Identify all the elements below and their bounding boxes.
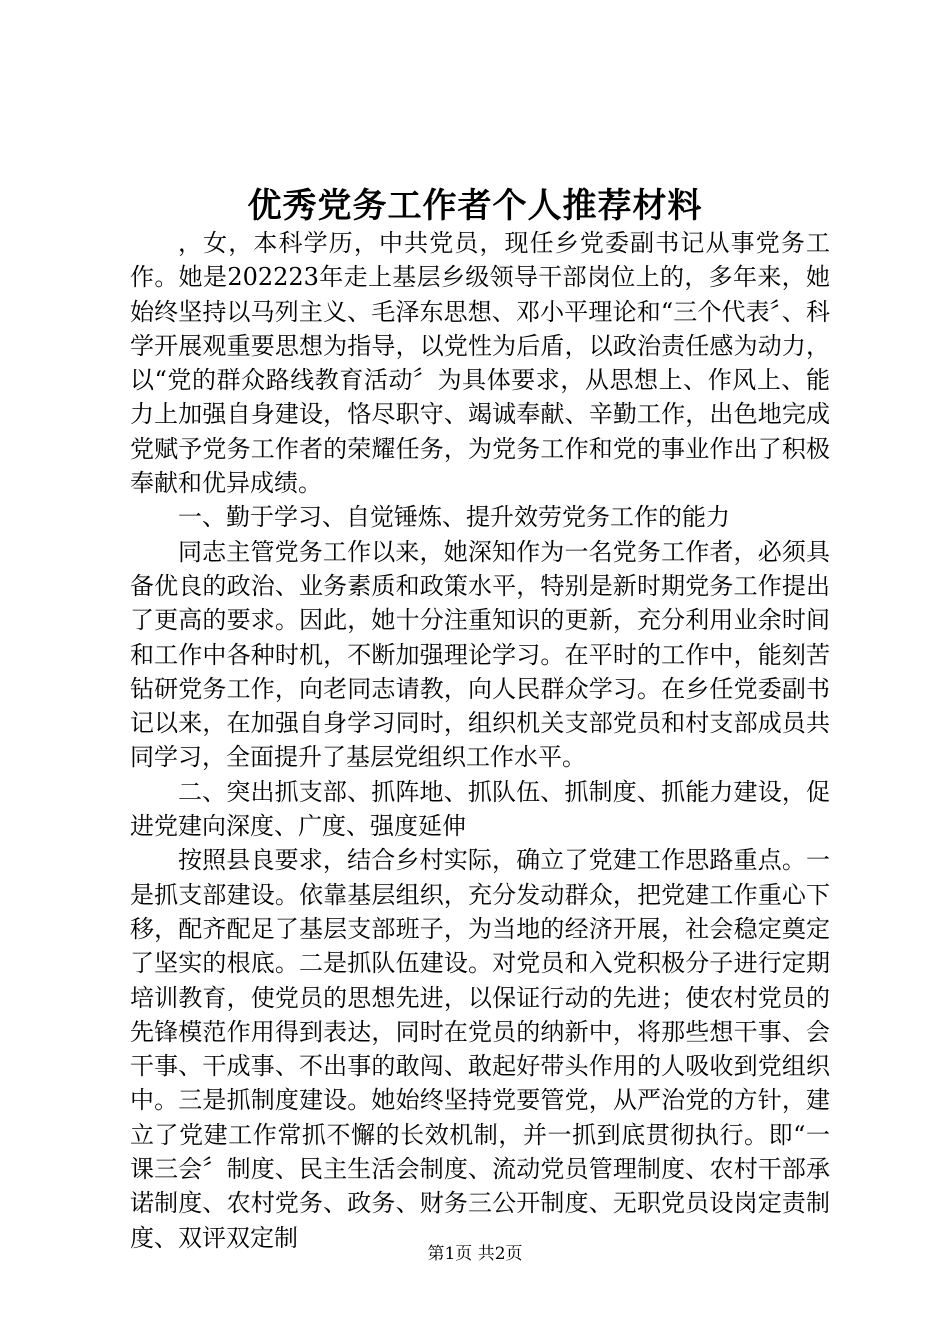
paragraph-intro: ，女，本科学历，中共党员，现任乡党委副书记从事党务工作。她是202223年走上基层乡级领导干部岗位上的，多年来，她始终坚持以马列主义、毛泽东思想、邓小平理论和“三个代表〞、科学开展观重要思想为指导，以党性为后盾，以政治责任感为动力，以“党的群众路线教育活动〞为具体要求，从思想上、作风上、能力上加强自身建设，恪尽职守、竭诚奉献、辛勤工作，出色地完成党赋予党务工作者的荣耀任务，为党务工作和党的事业作出了积极奉献和优异成绩。 xyxy=(130,229,830,498)
section-heading-2: 二、突出抓支部、抓阵地、抓队伍、抓制度、抓能力建设，促进党建向深度、广度、强度延伸 xyxy=(130,777,830,841)
paragraph-study: 同志主管党务工作以来，她深知作为一名党务工作者，必须具备优良的政治、业务素质和政策水平，特别是新时期党务工作提出了更高的要求。因此，她十分注重知识的更新，充分利用业余时间和工作中各种时机，不断加强理论学习。在平时的工作中，能刻苦钻研党务工作，向老同志请教，向人民群众学习。在乡任党委副书记以来，在加强自身学习同时，组织机关支部党员和村支部成员共同学习，全面提升了基层党组织工作水平。 xyxy=(130,537,830,772)
document-title: 优秀党务工作者个人推荐材料 xyxy=(247,186,703,226)
paragraph-construction: 按照县良要求，结合乡村实际，确立了党建工作思路重点。一是抓支部建设。依靠基层组织，充分发动群众，把党建工作重心下移，配齐配足了基层支部班子，为当地的经济开展，社会稳定奠定了坚实的根底。二是抓队伍建设。对党员和入党积极分子进行定期培训教育，使党员的思想先进，以保证行动的先进；使农村党员的先锋模范作用得到表达，同时在党员的纳新中，将那些想干事、会干事、干成事、不出事的敢闯、敢起好带头作用的人吸收到党组织中。三是抓制度建设。她始终坚持党要管党，从严治党的方针，建立了党建工作常抓不懈的长效机制，并一抓到底贯彻执行。即“一课三会〞制度、民主生活会制度、流动党员管理制度、农村干部承诺制度、农村党务、政务、财务三公开制度、无职党员设岗定责制度、双评双定制 xyxy=(130,846,830,1252)
section-heading-1: 一、勤于学习、自觉锤炼、提升效劳党务工作的能力 xyxy=(178,503,730,532)
page-number: 第1页 共2页 xyxy=(427,1244,523,1264)
document-body xyxy=(130,226,830,1255)
